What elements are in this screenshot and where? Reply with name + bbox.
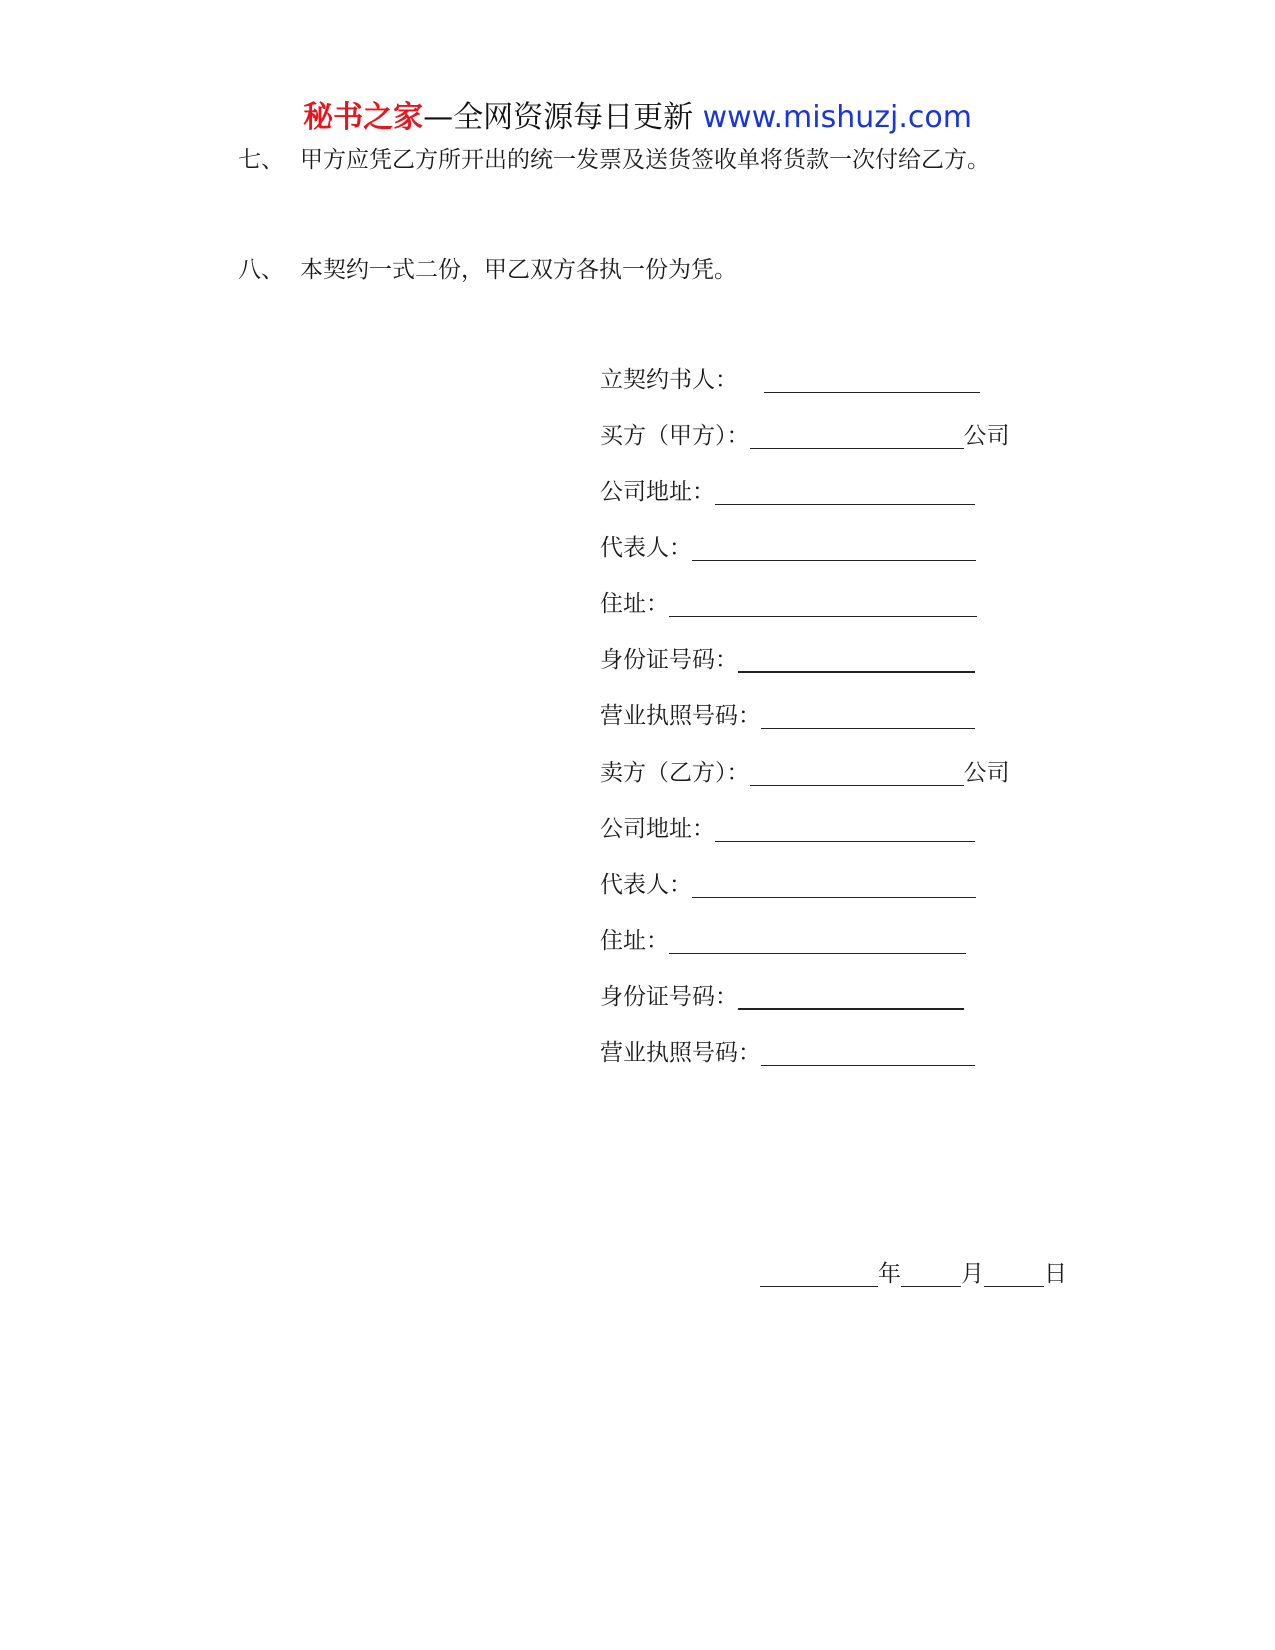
- seller-rep-blank[interactable]: [692, 871, 976, 898]
- buyer-rep-row: [600, 532, 976, 564]
- seller-address-blank[interactable]: [715, 815, 975, 842]
- seller-residence-label: 住址：: [600, 928, 669, 954]
- day-label: 日: [1044, 1261, 1067, 1287]
- buyer-residence-row: [600, 588, 977, 620]
- buyer-license-label: 营业执照号码：: [600, 703, 761, 729]
- site-header: [0, 98, 1275, 138]
- seller-residence-row: [600, 925, 966, 957]
- clause-text: 甲方应凭乙方所开出的统一发票及送货签收单将货款一次付给乙方。: [300, 147, 990, 173]
- buyer-license-row: [600, 700, 975, 732]
- buyer-id-blank[interactable]: [738, 645, 975, 673]
- seller-rep-row: [600, 869, 976, 901]
- buyer-id-row: [600, 644, 975, 676]
- seller-license-blank[interactable]: [761, 1039, 975, 1066]
- month-blank[interactable]: [901, 1260, 961, 1287]
- year-blank[interactable]: [760, 1260, 878, 1287]
- buyer-company-suffix: 公司: [963, 423, 1010, 449]
- buyer-address-row: [600, 476, 975, 508]
- seller-address-row: [600, 813, 975, 845]
- buyer-label: 买方（甲方）：: [600, 423, 750, 449]
- buyer-address-blank[interactable]: [715, 478, 975, 505]
- clause-number: 七、: [238, 147, 284, 173]
- seller-rep-label: 代表人：: [600, 872, 692, 898]
- year-label: 年: [878, 1261, 901, 1287]
- seller-id-label: 身份证号码：: [600, 984, 738, 1010]
- buyer-id-label: 身份证号码：: [600, 647, 738, 673]
- signer-row: [600, 364, 980, 396]
- header-tagline: —全网资源每日更新: [423, 100, 703, 135]
- clause-text: 本契约一式二份，甲乙双方各执一份为凭。: [300, 257, 737, 283]
- date-row: [760, 1258, 1067, 1290]
- buyer-residence-blank[interactable]: [669, 590, 977, 617]
- month-label: 月: [961, 1261, 984, 1287]
- seller-license-row: [600, 1037, 975, 1069]
- buyer-residence-label: 住址：: [600, 591, 669, 617]
- clause-number: 八、: [238, 257, 284, 283]
- signer-blank[interactable]: [764, 366, 980, 393]
- seller-id-blank[interactable]: [738, 982, 964, 1010]
- seller-address-label: 公司地址：: [600, 816, 715, 842]
- seller-label: 卖方（乙方）：: [600, 760, 750, 786]
- clause-seven: [238, 144, 990, 176]
- seller-row: [600, 757, 1010, 789]
- buyer-rep-label: 代表人：: [600, 535, 692, 561]
- signer-label: 立契约书人：: [600, 367, 738, 393]
- buyer-address-label: 公司地址：: [600, 479, 715, 505]
- seller-residence-blank[interactable]: [669, 927, 966, 954]
- buyer-company-blank[interactable]: [750, 422, 964, 449]
- buyer-row: [600, 420, 1010, 452]
- buyer-license-blank[interactable]: [761, 702, 975, 729]
- seller-company-suffix: 公司: [963, 760, 1010, 786]
- header-brand: 秘书之家: [303, 100, 424, 135]
- seller-license-label: 营业执照号码：: [600, 1040, 761, 1066]
- buyer-rep-blank[interactable]: [692, 534, 976, 561]
- seller-company-blank[interactable]: [750, 759, 964, 786]
- header-url-link[interactable]: www.mishuzj.com: [702, 100, 972, 135]
- day-blank[interactable]: [984, 1260, 1044, 1287]
- clause-eight: [238, 254, 737, 286]
- seller-id-row: [600, 981, 964, 1013]
